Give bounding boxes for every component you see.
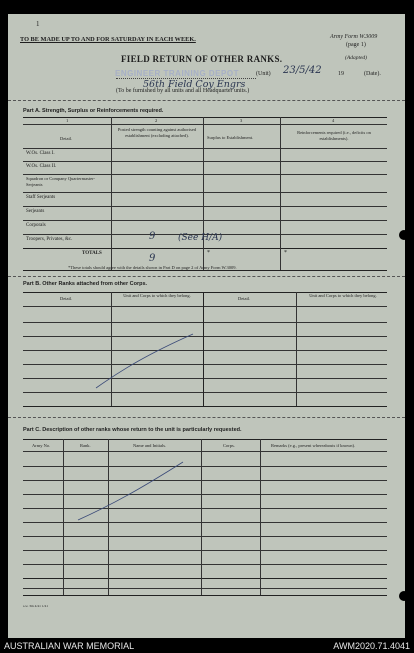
strike-through-lines [8, 14, 405, 638]
col-number: 3 [240, 118, 243, 123]
asterisk-mark: * [284, 250, 287, 256]
form-sheet [8, 14, 405, 638]
row-label: W.Os. Class II. [26, 164, 57, 169]
col-number: 1 [66, 118, 69, 123]
archive-credit: AUSTRALIAN WAR MEMORIAL [4, 641, 135, 651]
col-header-detail: Detail. [238, 296, 251, 301]
col-header-posted: Posted strength counting against authorised establishment (excluding attached). [117, 127, 197, 138]
col-header-unit-corps: Unit and Corps to which they belong. [123, 293, 191, 298]
col-number: 2 [155, 118, 158, 123]
part-c-heading: Part C. Description of other ranks whose return to the unit is particularly requested. [23, 427, 242, 433]
col-number: 4 [332, 118, 335, 123]
col-header-surplus: Surplus to Establishment. [207, 135, 254, 140]
troopers-note: (See H/A) [178, 233, 223, 243]
unit-suffix: (Unit) [256, 71, 271, 77]
row-label: Corporals [26, 223, 46, 228]
handwritten-unit: 56th Field Coy Engrs [143, 79, 246, 90]
col-header-army-no: Army No. [32, 443, 51, 448]
form-page: (page 1) [346, 42, 366, 48]
row-label: Staff Serjeants [26, 195, 56, 200]
unit-stamp: ENGINEER TRAINING DEPOT [115, 69, 239, 78]
adapted-label: (Adapted) [345, 55, 367, 61]
totals-count: 9 [149, 253, 156, 264]
col-header-unit-corps: Unit and Corps to which they belong. [309, 293, 377, 298]
row-label: Troopers, Privates, &c. [26, 237, 73, 242]
row-label: Squadron or Company Quartermaster-Serjeants [26, 176, 96, 187]
year-prefix: 19 [338, 71, 344, 77]
page-mark: 1 [36, 20, 40, 28]
col-header-corps: Corps. [223, 443, 235, 448]
handwritten-date: 23/5/42 [283, 65, 322, 76]
totals-label: TOTALS [82, 251, 102, 256]
archive-reference: AWM2020.71.4041 [333, 641, 410, 651]
troopers-count: 9 [149, 231, 156, 242]
part-a-heading: Part A. Strength, Surplus or Reinforcements required. [23, 108, 164, 114]
col-header-rank: Rank. [80, 443, 91, 448]
col-header-detail: Detail. [60, 296, 73, 301]
form-name: Army Form W.3009 [330, 34, 378, 40]
form-title: FIELD RETURN OF OTHER RANKS. [121, 54, 283, 64]
instruction-text: TO BE MADE UP TO AND FOR SATURDAY IN EACH WEEK. [20, 36, 196, 43]
col-header-name: Name and Initials. [133, 443, 167, 448]
col-header-reinforcements: Reinforcements required (i.e., deficits on establishments). [297, 130, 371, 141]
furnished-note: (To be furnished by all units and all Headquarter units.) [116, 88, 250, 94]
asterisk-mark: * [207, 250, 210, 256]
row-label: W.Os. Class I. [26, 151, 55, 156]
part-b-heading: Part B. Other Ranks attached from other Corps. [23, 281, 148, 287]
col-header-remarks: Remarks (e.g., present whereabouts if known). [271, 443, 356, 448]
row-label: Serjeants [26, 209, 45, 214]
totals-footnote: *These totals should agree with the details shown in Part D on page 2 of Army Form W.3009. [68, 265, 237, 270]
col-header-detail: Detail. [60, 136, 73, 141]
print-code: s.w. 3m 4/41 1/41 [23, 604, 48, 608]
date-suffix: (Date). [364, 71, 381, 77]
